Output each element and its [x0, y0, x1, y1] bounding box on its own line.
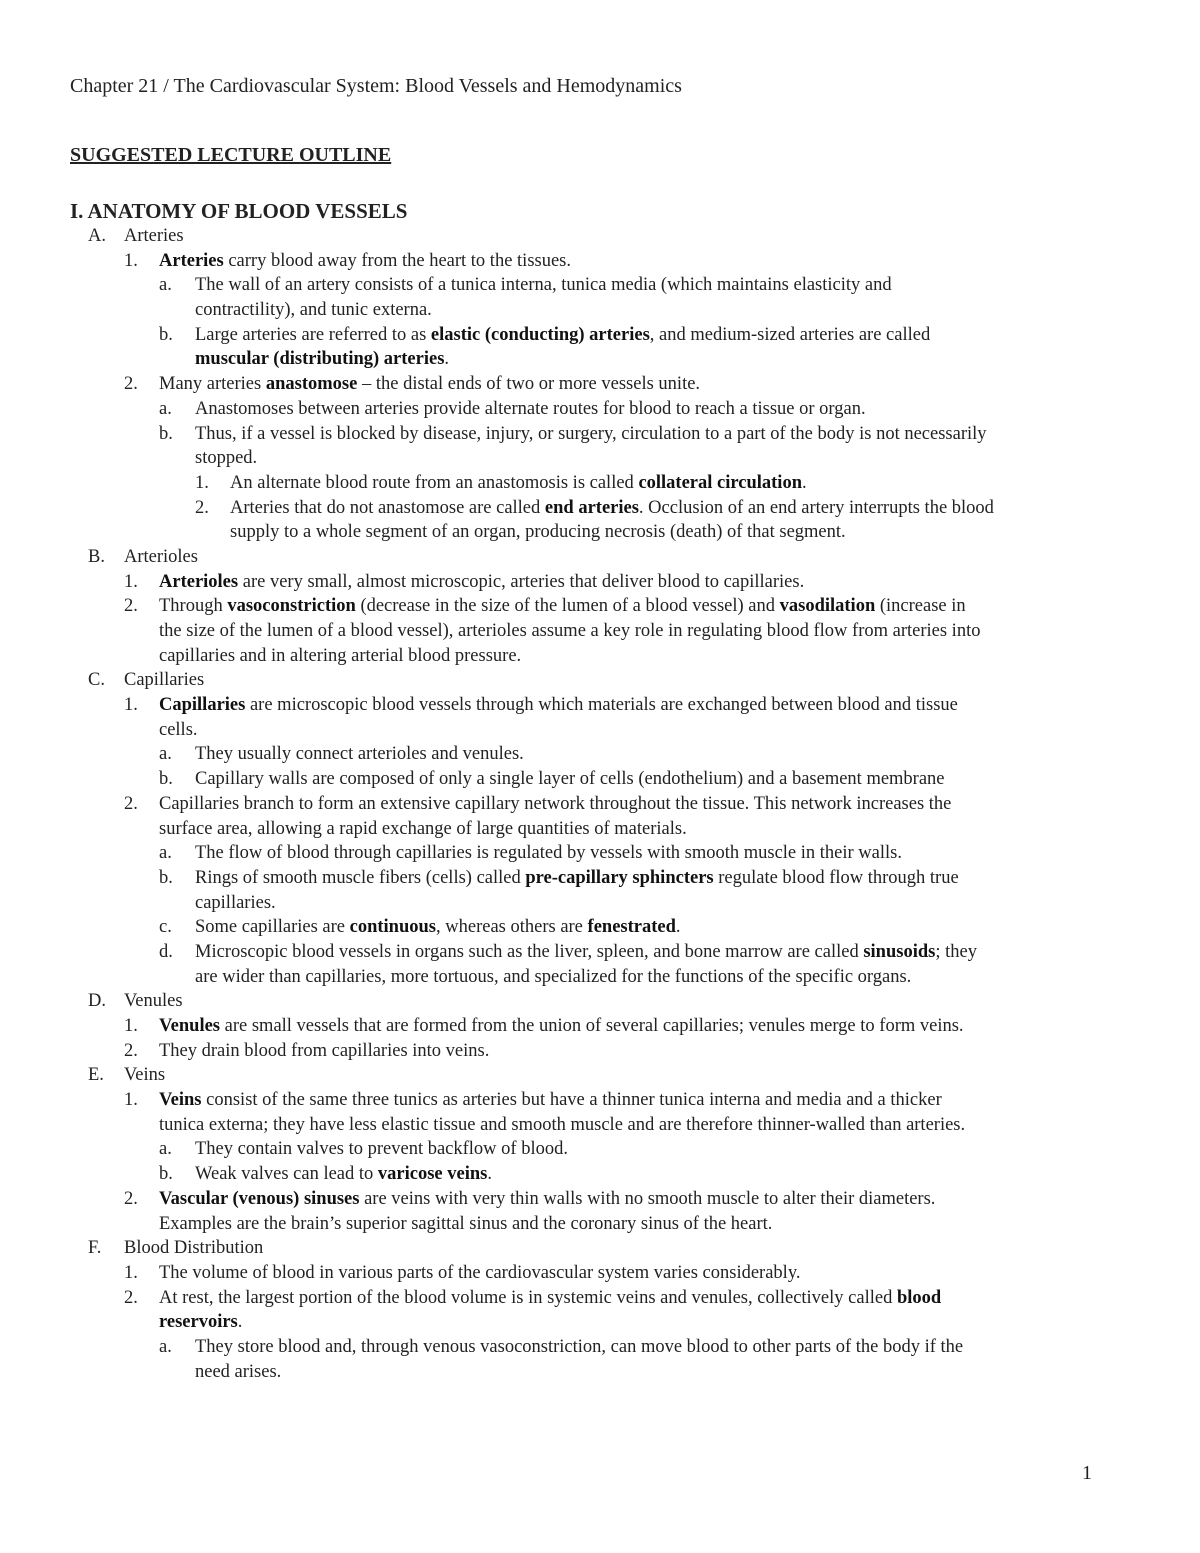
outline-line [0, 1137, 1200, 1162]
list-item-text: supply to a whole segment of an organ, producing necrosis (death) of that segment. [230, 522, 846, 543]
outline-line [0, 422, 1200, 447]
list-item-text: Arterioles are very small, almost microscopic, arteries that deliver blood to capillaries. [159, 571, 805, 592]
outline-line [0, 1261, 1200, 1286]
outline-line [0, 1088, 1200, 1113]
lecture-outline [0, 224, 1200, 1384]
outline-line [0, 1063, 1200, 1088]
list-marker: 1. [195, 472, 209, 493]
outline-line [0, 1162, 1200, 1187]
list-marker: a. [159, 398, 172, 419]
key-term: Venules [159, 1016, 221, 1036]
list-marker: E. [88, 1065, 104, 1086]
list-item-text: Veins [124, 1065, 166, 1086]
list-item-text: Arterioles [124, 546, 198, 567]
list-item-text: An alternate blood route from an anastomosis is called collateral circulation. [230, 472, 807, 493]
chapter-header: Chapter 21 / The Cardiovascular System: Blood Vessels and Hemodynamics [70, 75, 682, 97]
list-marker: 2. [124, 1188, 138, 1209]
outline-line [0, 323, 1200, 348]
list-item-text: Blood Distribution [124, 1238, 264, 1259]
outline-line [0, 866, 1200, 891]
outline-line [0, 446, 1200, 471]
list-item-text: Vascular (venous) sinuses are veins with very thin walls with no smooth muscle to alter their diameters. [159, 1188, 936, 1209]
list-item-text: They contain valves to prevent backflow of blood. [195, 1139, 568, 1160]
key-term: vasoconstriction [227, 596, 356, 617]
key-term: continuous [349, 917, 436, 938]
list-item-text: stopped. [195, 448, 258, 469]
list-item-text: Arteries that do not anastomose are called end arteries. Occlusion of an end artery interrupts the blood [230, 497, 994, 518]
list-marker: b. [159, 324, 173, 345]
outline-line [0, 693, 1200, 718]
key-term: fenestrated [587, 917, 676, 938]
outline-line [0, 1187, 1200, 1212]
list-marker: 2. [124, 793, 138, 814]
outline-line [0, 915, 1200, 940]
list-marker: d. [159, 941, 173, 962]
list-item-text: Anastomoses between arteries provide alternate routes for blood to reach a tissue or organ. [195, 398, 866, 419]
list-item-text: Capillary walls are composed of only a single layer of cells (endothelium) and a basement membrane [195, 769, 945, 790]
list-marker: c. [159, 917, 172, 938]
list-item-text: Veins consist of the same three tunics as arteries but have a thinner tunica interna and media and a thicker [159, 1090, 942, 1111]
list-item-text: Capillaries [124, 670, 205, 691]
section-title: SUGGESTED LECTURE OUTLINE [70, 144, 392, 166]
outline-line [0, 273, 1200, 298]
outline-line [0, 471, 1200, 496]
outline-line [0, 594, 1200, 619]
list-item-text: tunica externa; they have less elastic tissue and smooth muscle and are therefore thinner-walled than arteries. [159, 1114, 966, 1135]
outline-line [0, 767, 1200, 792]
list-item-text: Large arteries are referred to as elastic (conducting) arteries, and medium-sized arteries are called [195, 324, 931, 345]
list-marker: a. [159, 1139, 172, 1160]
list-item-text: Venules [124, 991, 183, 1012]
list-marker: 1. [124, 1262, 138, 1283]
list-item-text: Examples are the brain’s superior sagittal sinus and the coronary sinus of the heart. [159, 1213, 773, 1234]
list-marker: b. [159, 769, 173, 790]
list-marker: 1. [124, 250, 138, 271]
list-marker: a. [159, 1336, 172, 1357]
list-marker: b. [159, 867, 173, 888]
key-term: Arteries [159, 250, 224, 271]
list-item-text: The flow of blood through capillaries is regulated by vessels with smooth muscle in their walls. [195, 843, 902, 864]
list-marker: F. [88, 1238, 102, 1259]
outline-line [0, 668, 1200, 693]
list-item-text: Arteries [124, 226, 184, 246]
list-item-text: need arises. [195, 1361, 282, 1382]
outline-line [0, 792, 1200, 817]
list-item-text: Rings of smooth muscle fibers (cells) called pre-capillary sphincters regulate blood flow through true [195, 867, 959, 888]
key-term: Capillaries [159, 695, 246, 716]
outline-line [0, 1113, 1200, 1138]
outline-line [0, 1039, 1200, 1064]
outline-line [0, 1014, 1200, 1039]
list-item-text: the size of the lumen of a blood vessel), arterioles assume a key role in regulating blood flow from arteries into [159, 621, 981, 641]
list-marker: 1. [124, 1090, 138, 1111]
list-item-text: capillaries and in altering arterial blood pressure. [159, 645, 522, 666]
outline-line [0, 1236, 1200, 1261]
list-item-text: muscular (distributing) arteries. [195, 349, 450, 370]
list-item-text: Capillaries branch to form an extensive capillary network throughout the tissue. This network increases the [159, 793, 952, 814]
key-term: elastic (conducting) arteries [430, 324, 650, 345]
outline-heading: I. ANATOMY OF BLOOD VESSELS [70, 199, 408, 223]
list-item-text: are wider than capillaries, more tortuous, and specialized for the functions of the specific organs. [195, 966, 912, 987]
list-item-text: surface area, allowing a rapid exchange of large quantities of materials. [159, 818, 687, 839]
list-item-text: They drain blood from capillaries into veins. [159, 1040, 490, 1061]
key-term: muscular (distributing) arteries [195, 349, 445, 370]
list-marker: 1. [124, 1016, 138, 1036]
list-item-text: They store blood and, through venous vasoconstriction, can move blood to other parts of the body if the [195, 1336, 964, 1357]
list-item-text: The volume of blood in various parts of the cardiovascular system varies considerably. [159, 1262, 801, 1283]
key-term: pre-capillary sphincters [525, 867, 714, 888]
key-term: blood [896, 1287, 942, 1308]
list-item-text: The wall of an artery consists of a tunica interna, tunica media (which maintains elasticity and [195, 275, 892, 296]
outline-line [0, 1286, 1200, 1311]
list-marker: A. [88, 226, 106, 246]
list-marker: B. [88, 546, 105, 567]
outline-line [0, 570, 1200, 595]
outline-line [0, 1335, 1200, 1360]
list-marker: b. [159, 423, 173, 444]
list-item-text: At rest, the largest portion of the blood volume is in systemic veins and venules, collectively called blood [159, 1287, 942, 1308]
list-item-text: cells. [159, 719, 198, 740]
list-item-text: Thus, if a vessel is blocked by disease, injury, or surgery, circulation to a part of the body is not necessarily [195, 423, 987, 444]
list-marker: 2. [124, 596, 138, 617]
outline-line [0, 718, 1200, 743]
key-term: anastomose [265, 374, 358, 395]
list-item-text: Venules are small vessels that are formed from the union of several capillaries; venules merge to form veins. [159, 1016, 964, 1036]
outline-line [0, 298, 1200, 323]
outline-line [0, 249, 1200, 274]
outline-line [0, 940, 1200, 965]
list-item-text: Many arteries anastomose – the distal ends of two or more vessels unite. [159, 374, 701, 395]
outline-line [0, 644, 1200, 669]
list-marker: C. [88, 670, 105, 691]
outline-line [0, 520, 1200, 545]
list-marker: D. [88, 991, 106, 1012]
list-marker: 2. [195, 497, 209, 518]
list-marker: 2. [124, 1287, 138, 1308]
key-term: Vascular (venous) sinuses [159, 1188, 360, 1209]
list-marker: 1. [124, 695, 138, 716]
key-term: sinusoids [863, 941, 936, 962]
outline-line [0, 224, 1200, 249]
outline-line [0, 1310, 1200, 1335]
key-term: Arterioles [159, 571, 239, 592]
outline-line [0, 989, 1200, 1014]
list-item-text: Microscopic blood vessels in organs such as the liver, spleen, and bone marrow are called sinusoids; they [195, 941, 977, 962]
list-item-text: Some capillaries are continuous, whereas others are fenestrated. [195, 917, 681, 938]
list-marker: b. [159, 1164, 173, 1185]
key-term: varicose veins [377, 1164, 488, 1185]
key-term: reservoirs [159, 1312, 238, 1333]
outline-line [0, 397, 1200, 422]
outline-line [0, 742, 1200, 767]
list-item-text: contractility), and tunic externa. [195, 300, 432, 321]
list-marker: a. [159, 275, 172, 296]
outline-line [0, 372, 1200, 397]
list-marker: 2. [124, 1040, 138, 1061]
list-item-text: capillaries. [195, 892, 276, 913]
outline-line [0, 965, 1200, 990]
outline-line [0, 1360, 1200, 1385]
list-marker: 1. [124, 571, 138, 592]
key-term: end arteries [544, 497, 639, 518]
list-item-text: Capillaries are microscopic blood vessels through which materials are exchanged between blood and tissue [159, 695, 958, 716]
outline-line [0, 891, 1200, 916]
outline-line [0, 817, 1200, 842]
page-number: 1 [1082, 1462, 1092, 1484]
list-item-text: Weak valves can lead to varicose veins. [195, 1164, 492, 1185]
outline-line [0, 496, 1200, 521]
list-item-text: reservoirs. [159, 1312, 243, 1333]
key-term: vasodilation [779, 596, 876, 617]
outline-line [0, 619, 1200, 644]
outline-line [0, 1212, 1200, 1237]
list-marker: a. [159, 843, 172, 864]
outline-line [0, 545, 1200, 570]
list-marker: a. [159, 744, 172, 765]
outline-line [0, 841, 1200, 866]
list-item-text: Arteries carry blood away from the heart to the tissues. [159, 250, 572, 271]
key-term: collateral circulation [638, 472, 802, 493]
key-term: Veins [159, 1090, 202, 1111]
list-item-text: Through vasoconstriction (decrease in the size of the lumen of a blood vessel) and vasodilation (increase in [159, 596, 966, 617]
outline-line [0, 347, 1200, 372]
list-marker: 2. [124, 374, 138, 395]
list-item-text: They usually connect arterioles and venules. [195, 744, 524, 765]
